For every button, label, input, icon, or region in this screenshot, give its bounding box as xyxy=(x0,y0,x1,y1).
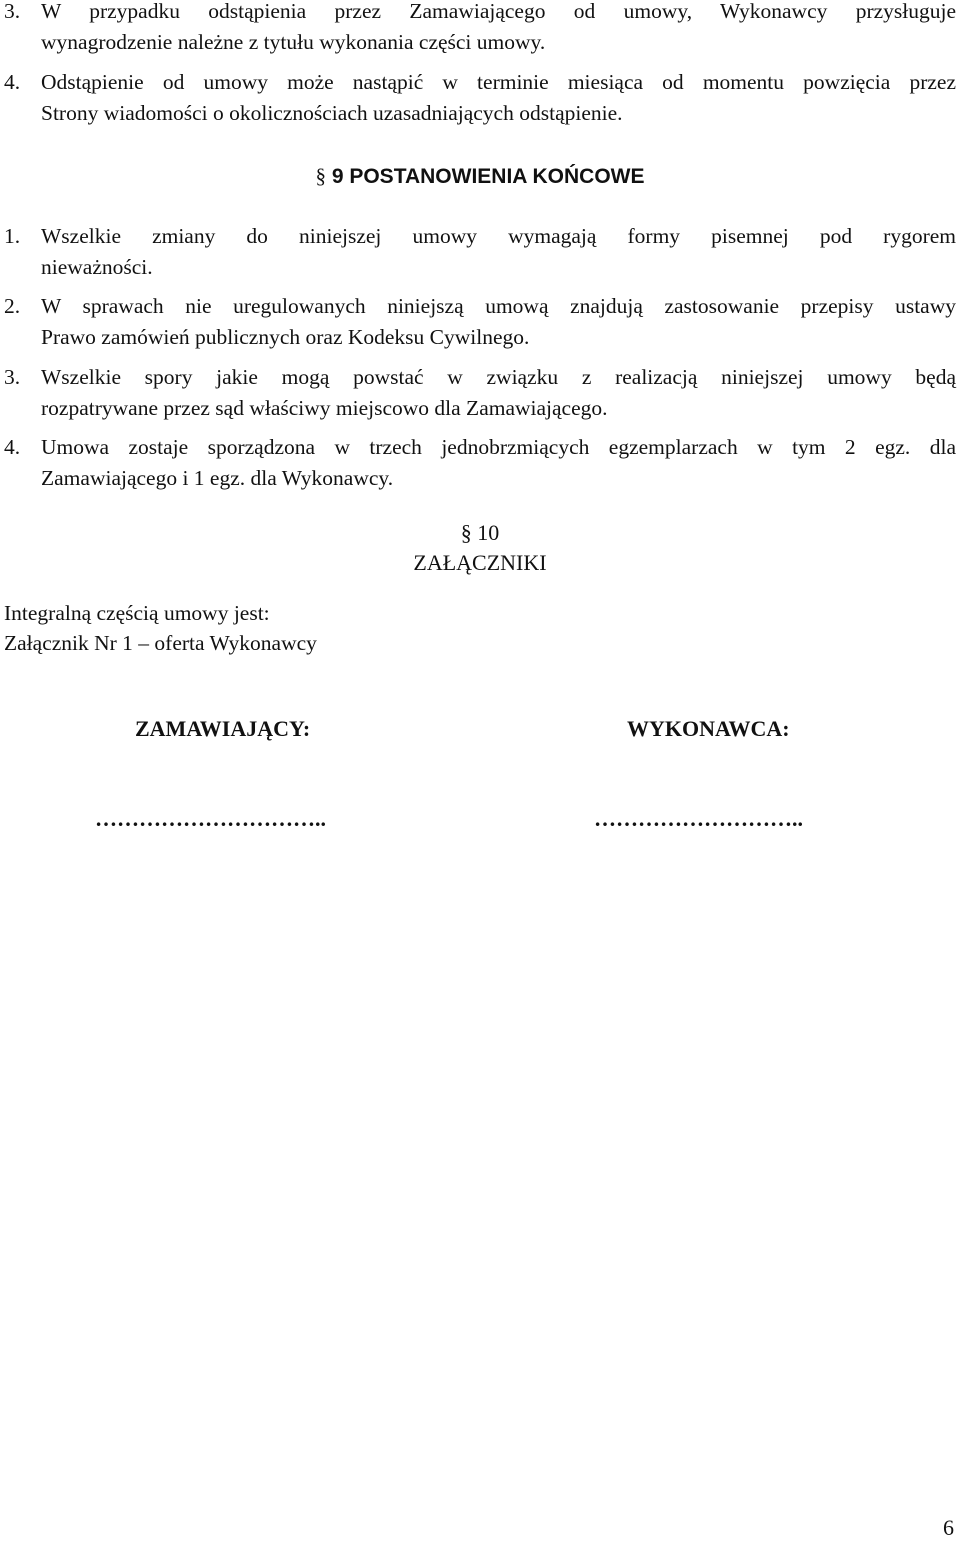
item-text-line: Prawo zamówień publicznych oraz Kodeksu Cywilnego. xyxy=(41,325,530,349)
item-text-line: Wszelkie spory jakie mogą powstać w związku z realizacją niniejszej umowy będą xyxy=(41,365,956,389)
prev-item-3 xyxy=(4,0,956,58)
prev-item-4 xyxy=(4,67,956,129)
item-number: 1. xyxy=(4,224,21,248)
section-symbol: § xyxy=(315,164,326,188)
item-number: 2. xyxy=(4,294,21,318)
section-9-item-1 xyxy=(4,221,956,283)
item-text-line: Odstąpienie od umowy może nastąpić w terminie miesiąca od momentu powzięcia przez xyxy=(41,70,956,94)
item-text-line: W przypadku odstąpienia przez Zamawiającego od umowy, Wykonawcy przysługuje xyxy=(41,0,956,23)
page-number: 6 xyxy=(943,1515,954,1540)
item-text-line: nieważności. xyxy=(41,255,153,279)
section-9-item-3 xyxy=(4,362,956,424)
item-text-line: rozpatrywane przez sąd właściwy miejscowo dla Zamawiającego. xyxy=(41,396,608,420)
attachments-intro: Integralną częścią umowy jest: xyxy=(4,601,270,625)
signature-line-left: ………………………….. xyxy=(95,806,326,831)
section-10-number-line xyxy=(395,518,565,548)
item-number: 3. xyxy=(4,0,21,23)
item-text-line: Umowa zostaje sporządzona w trzech jednobrzmiących egzemplarzach w tym 2 egz. dla xyxy=(41,435,956,459)
section-title: 9 POSTANOWIENIA KOŃCOWE xyxy=(331,165,645,188)
section-symbol: § xyxy=(460,520,472,545)
item-text-line: Strony wiadomości o okolicznościach uzasadniających odstąpienie. xyxy=(41,101,623,125)
section-10-heading xyxy=(395,518,565,578)
item-number: 3. xyxy=(4,365,21,389)
item-text-line: wynagrodzenie należne z tytułu wykonania części umowy. xyxy=(41,30,546,54)
section-9-item-2 xyxy=(4,291,956,353)
item-text-line: Zamawiającego i 1 egz. dla Wykonawcy. xyxy=(41,466,394,490)
attachment-item: Załącznik Nr 1 – oferta Wykonawcy xyxy=(4,631,317,655)
item-number: 4. xyxy=(4,70,21,94)
section-9-item-4 xyxy=(4,432,956,494)
signature-label-zamawiajacy: ZAMAWIAJĄCY: xyxy=(135,716,311,741)
item-text-line: Wszelkie zmiany do niniejszej umowy wymagają formy pisemnej pod rygorem xyxy=(41,224,956,248)
section-number: 10 xyxy=(477,520,500,545)
item-number: 4. xyxy=(4,435,21,459)
signature-label-wykonawca: WYKONAWCA: xyxy=(627,716,790,741)
item-text-line: W sprawach nie uregulowanych niniejszą umową znajdują zastosowanie przepisy ustawy xyxy=(41,294,956,318)
section-title: ZAŁĄCZNIKI xyxy=(413,550,547,575)
signature-line-right: ……………………….. xyxy=(594,806,803,831)
section-9-heading xyxy=(0,164,960,189)
